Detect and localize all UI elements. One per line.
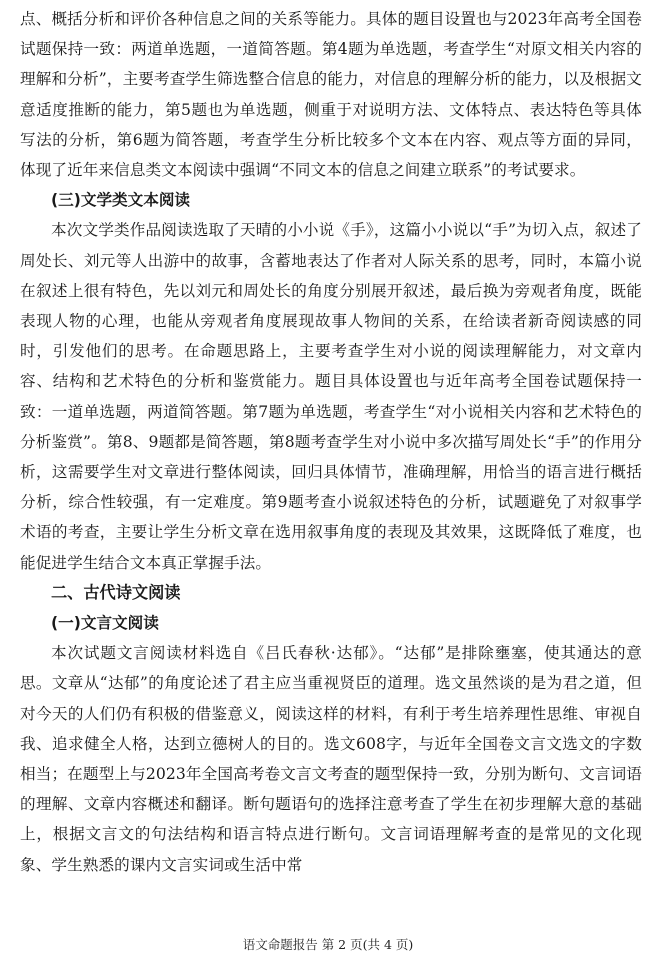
- body-paragraph-literary-text: 本次文学类作品阅读选取了天晴的小小说《手》，这篇小小说以“手”为切入点，叙述了周处长、刘元等人出游中的故事，含蓄地表达了作者对人际关系的思考，同时，本篇小说在叙述上很有特色，先以刘元和周处长的角度分别展开叙述，最后换为旁观者角度，既能表现人物的心理，也能从旁观者角度展现故事人物间的关系，在给读者新奇阅读感的同时，引发他们的思考。在命题思路上，主要考查学生对小说的阅读理解能力，对文章内容、结构和艺术特色的分析和鉴赏能力。题目具体设置也与近年高考全国卷试题保持一致：一道单选题，两道简答题。第7题为单选题，考查学生“对小说相关内容和艺术特色的分析鉴赏”。第8、9题都是简答题，第8题考查学生对小说中多次描写周处长“手”的作用分析，这需要学生对文章进行整体阅读，回归具体情节，准确理解，用恰当的语言进行概括分析，综合性较强，有一定难度。第9题考查小说叙述特色的分析，试题避免了对叙事学术语的考查，主要让学生分析文章在选用叙事角度的表现及其效果，这既降低了难度，也能促进学生结合文本真正掌握手法。: [20, 221, 642, 572]
- body-paragraph-info-text: 点、概括分析和评价各种信息之间的关系等能力。具体的题目设置也与2023年高考全国卷试题保持一致：两道单选题，一道简答题。第4题为单选题，考查学生“对原文相关内容的理解和分析”，主要考查学生筛选整合信息的能力，对信息的理解分析的能力，以及根据文意适度推断的能力，第5题也为单选题，侧重于对说明方法、文体特点、表达特色等具体写法的分析，第6题为简答题，考查学生分析比较多个文本在内容、观点等方面的异同，体现了近年来信息类文本阅读中强调“不同文本的信息之间建立联系”的考试要求。: [20, 10, 642, 180]
- section-heading-ancient-poetry-prose: 二、古代诗文阅读: [51, 582, 181, 602]
- document-page: [20, 4, 642, 880]
- section-heading-classical-chinese: (一)文言文阅读: [51, 614, 159, 633]
- section-heading-literary-text: (三)文学类文本阅读: [51, 191, 191, 210]
- page-footer: 语文命题报告 第 2 页(共 4 页): [242, 937, 414, 952]
- body-paragraph-classical-chinese: 本次试题文言阅读材料选自《吕氏春秋·达郁》。“达郁”是排除壅塞，使其通达的意思。文章从“达郁”的角度论述了君主应当重视贤臣的道理。选文虽然谈的是为君之道，但对今天的人们仍有积极的借鉴意义，阅读这样的材料，有利于考生培养理性思维、审视自我、追求健全人格，达到立德树人的目的。选文608字，与近年全国卷文言文选文的字数相当；在题型上与2023年全国高考卷文言文考查的题型保持一致，分别为断句、文言词语的理解、文章内容概述和翻译。断句题语句的选择注意考查了学生在初步理解大意的基础上，根据文言文的句法结构和语言特点进行断句。文言词语理解考查的是常见的文化现象、学生熟悉的课内文言实词或生活中常: [20, 644, 642, 874]
